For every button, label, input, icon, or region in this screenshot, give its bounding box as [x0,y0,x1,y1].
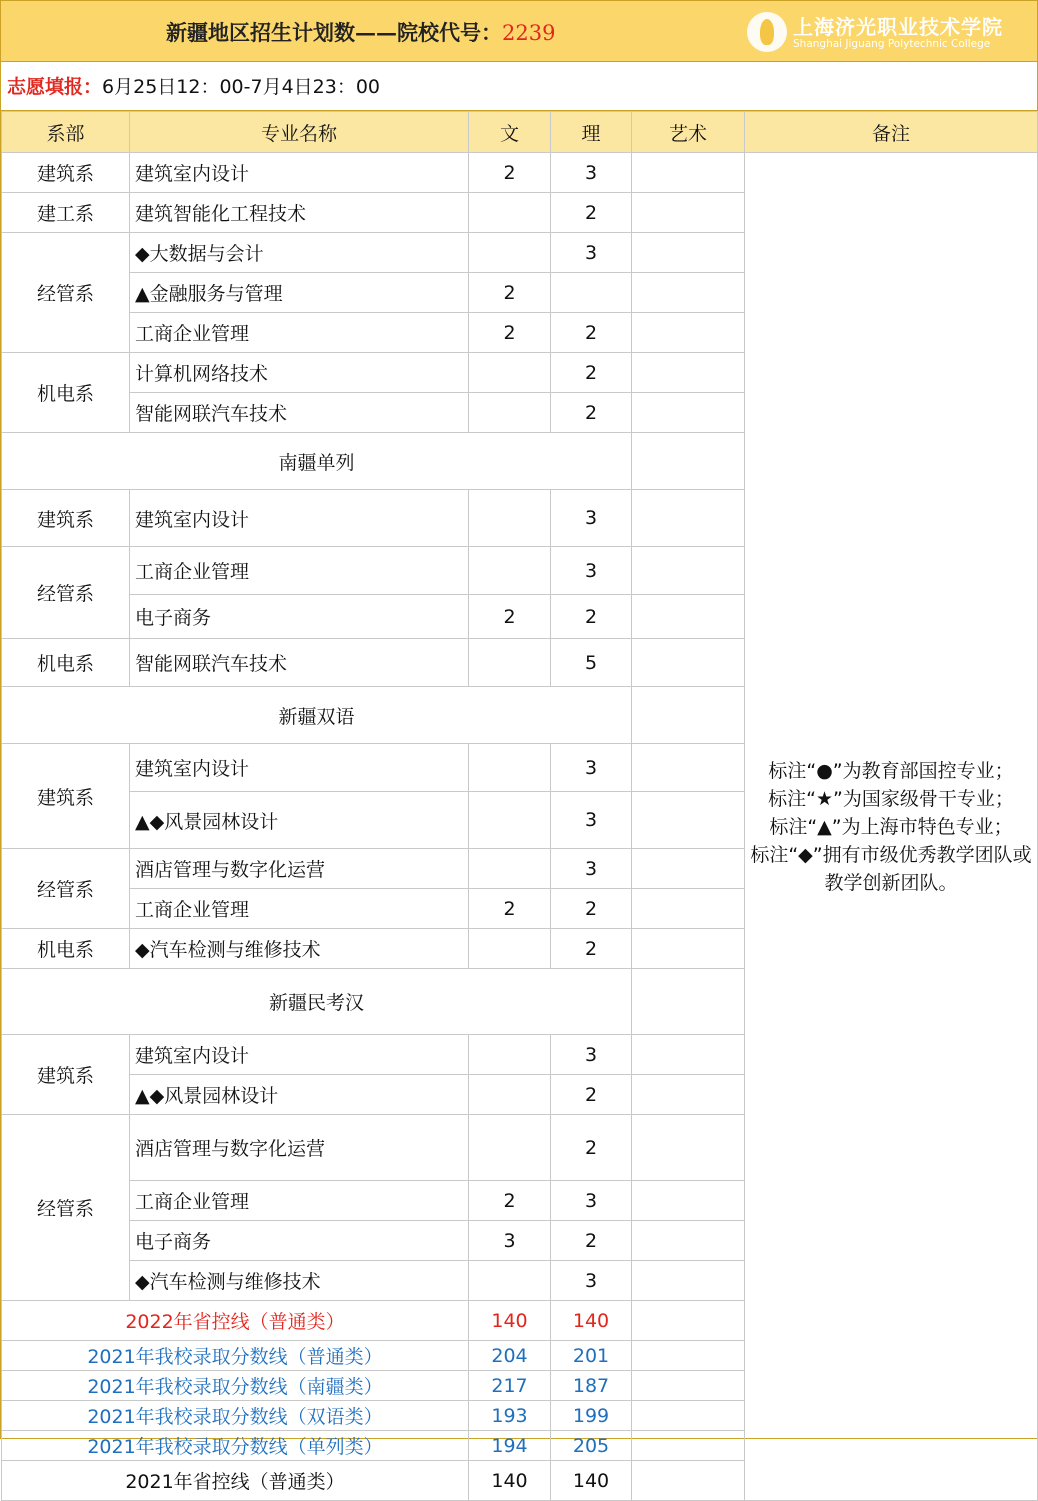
wen-quota-cell [469,849,551,889]
wen-quota-cell [469,353,551,393]
score-label: 2021年我校录取分数线（双语类） [2,1401,469,1431]
major-cell: 工商企业管理 [130,889,469,929]
wen-quota-cell [469,1261,551,1301]
li-quota-cell: 3 [551,744,632,792]
art-cell [632,1181,745,1221]
score-li: 201 [551,1341,632,1371]
art-cell [632,595,745,639]
major-cell: 工商企业管理 [130,547,469,595]
wen-quota-cell [469,547,551,595]
art-cell [632,490,745,547]
art-cell [632,1401,745,1431]
application-period [1,62,1037,111]
application-period-label: 志愿填报： [7,76,103,98]
wen-quota-cell [469,792,551,849]
major-cell: 电子商务 [130,595,469,639]
art-cell [632,744,745,792]
major-cell: 酒店管理与数字化运营 [130,1115,469,1181]
art-cell [632,1431,745,1461]
li-quota-cell: 3 [551,547,632,595]
li-quota-cell: 3 [551,153,632,193]
major-cell: ◆汽车检测与维修技术 [130,1261,469,1301]
li-quota-cell: 2 [551,193,632,233]
major-cell: 建筑室内设计 [130,1035,469,1075]
art-cell [632,687,745,744]
art-cell [632,547,745,595]
score-li: 187 [551,1371,632,1401]
score-label: 2022年省控线（普通类） [2,1301,469,1341]
li-quota-cell: 2 [551,1075,632,1115]
major-cell: 智能网联汽车技术 [130,639,469,687]
enrollment-table [1,111,1038,1501]
major-cell: 建筑室内设计 [130,744,469,792]
wen-quota-cell: 2 [469,153,551,193]
art-cell [632,889,745,929]
li-quota-cell: 2 [551,929,632,969]
wen-quota-cell: 2 [469,595,551,639]
score-label: 2021年我校录取分数线（普通类） [2,1341,469,1371]
wen-quota-cell: 2 [469,313,551,353]
score-wen: 217 [469,1371,551,1401]
li-quota-cell: 3 [551,1181,632,1221]
col-header-dept: 系部 [2,112,130,153]
dept-cell: 建筑系 [2,1035,130,1115]
li-quota-cell: 2 [551,1115,632,1181]
art-cell [632,353,745,393]
art-cell [632,969,745,1035]
dept-cell: 机电系 [2,639,130,687]
art-cell [632,1115,745,1181]
score-wen: 140 [469,1301,551,1341]
remark-cell [745,153,1038,1501]
major-cell: 智能网联汽车技术 [130,393,469,433]
wen-quota-cell [469,393,551,433]
dept-cell: 机电系 [2,929,130,969]
dept-cell: 经管系 [2,547,130,639]
score-wen: 194 [469,1431,551,1461]
major-cell: 计算机网络技术 [130,353,469,393]
remark-line: 标注“▲”为上海市特色专业； [769,815,1013,838]
logo-chinese-name: 上海济光职业技术学院 [793,15,1003,39]
art-cell [632,233,745,273]
wen-quota-cell [469,1035,551,1075]
art-cell [632,193,745,233]
table-row [2,153,1038,193]
wen-quota-cell: 2 [469,1181,551,1221]
table-header-row [2,112,1038,153]
major-cell: 电子商务 [130,1221,469,1261]
remark-line: 标注“◆”拥有市级优秀教学团队或教学创新团队。 [750,843,1032,894]
logo-emblem-icon [747,12,787,52]
col-header-li: 理 [551,112,632,153]
major-cell: 工商企业管理 [130,313,469,353]
art-cell [632,273,745,313]
wen-quota-cell [469,233,551,273]
wen-quota-cell [469,744,551,792]
major-cell: ◆汽车检测与维修技术 [130,929,469,969]
score-wen: 204 [469,1341,551,1371]
score-li: 140 [551,1461,632,1501]
major-cell: ▲◆风景园林设计 [130,1075,469,1115]
score-li: 199 [551,1401,632,1431]
wen-quota-cell [469,639,551,687]
art-cell [632,433,745,490]
art-cell [632,1261,745,1301]
remark-line: 标注“★”为国家级骨干专业； [768,787,1014,810]
wen-quota-cell [469,1115,551,1181]
score-wen: 140 [469,1461,551,1501]
li-quota-cell: 2 [551,1221,632,1261]
li-quota-cell: 2 [551,313,632,353]
art-cell [632,1461,745,1501]
dept-cell: 机电系 [2,353,130,433]
major-cell: 酒店管理与数字化运营 [130,849,469,889]
col-header-art: 艺术 [632,112,745,153]
dept-cell: 建筑系 [2,744,130,849]
li-quota-cell [551,273,632,313]
li-quota-cell: 3 [551,490,632,547]
application-period-text: 6月25日12：00-7月4日23：00 [102,76,381,98]
score-label: 2021年我校录取分数线（南疆类） [2,1371,469,1401]
wen-quota-cell: 3 [469,1221,551,1261]
header-bar [1,1,1037,62]
art-cell [632,1371,745,1401]
li-quota-cell: 3 [551,233,632,273]
section-title: 南疆单列 [2,433,632,490]
art-cell [632,929,745,969]
li-quota-cell: 3 [551,1035,632,1075]
dept-cell: 建筑系 [2,153,130,193]
score-wen: 193 [469,1401,551,1431]
score-label: 2021年我校录取分数线（单列类） [2,1431,469,1461]
art-cell [632,313,745,353]
major-cell: 建筑室内设计 [130,490,469,547]
li-quota-cell: 5 [551,639,632,687]
art-cell [632,1341,745,1371]
wen-quota-cell [469,1075,551,1115]
section-title: 新疆民考汉 [2,969,632,1035]
major-cell: ◆大数据与会计 [130,233,469,273]
art-cell [632,792,745,849]
art-cell [632,639,745,687]
logo-english-name: Shanghai Jiguang Polytechnic College [793,38,991,50]
score-li: 205 [551,1431,632,1461]
art-cell [632,393,745,433]
title-text: 新疆地区招生计划数——院校代号： [166,20,502,45]
section-title: 新疆双语 [2,687,632,744]
art-cell [632,1035,745,1075]
school-code: 2239 [502,21,556,45]
art-cell [632,1075,745,1115]
col-header-remark: 备注 [745,112,1038,153]
score-li: 140 [551,1301,632,1341]
major-cell: 建筑室内设计 [130,153,469,193]
li-quota-cell: 2 [551,393,632,433]
dept-cell: 建工系 [2,193,130,233]
major-cell: 建筑智能化工程技术 [130,193,469,233]
li-quota-cell: 3 [551,792,632,849]
li-quota-cell: 3 [551,1261,632,1301]
art-cell [632,1301,745,1341]
li-quota-cell: 3 [551,849,632,889]
dept-cell: 经管系 [2,1115,130,1301]
col-header-major: 专业名称 [130,112,469,153]
li-quota-cell: 2 [551,595,632,639]
score-label: 2021年省控线（普通类） [2,1461,469,1501]
page-title [166,17,555,47]
wen-quota-cell [469,490,551,547]
dept-cell: 建筑系 [2,490,130,547]
li-quota-cell: 2 [551,889,632,929]
wen-quota-cell [469,193,551,233]
dept-cell: 经管系 [2,849,130,929]
college-logo [747,10,1027,54]
remark-line: 标注“●”为教育部国控专业； [768,759,1014,782]
col-header-wen: 文 [469,112,551,153]
wen-quota-cell: 2 [469,889,551,929]
major-cell: ▲金融服务与管理 [130,273,469,313]
art-cell [632,849,745,889]
dept-cell: 经管系 [2,233,130,353]
art-cell [632,153,745,193]
li-quota-cell: 2 [551,353,632,393]
major-cell: ▲◆风景园林设计 [130,792,469,849]
art-cell [632,1221,745,1261]
wen-quota-cell: 2 [469,273,551,313]
wen-quota-cell [469,929,551,969]
major-cell: 工商企业管理 [130,1181,469,1221]
